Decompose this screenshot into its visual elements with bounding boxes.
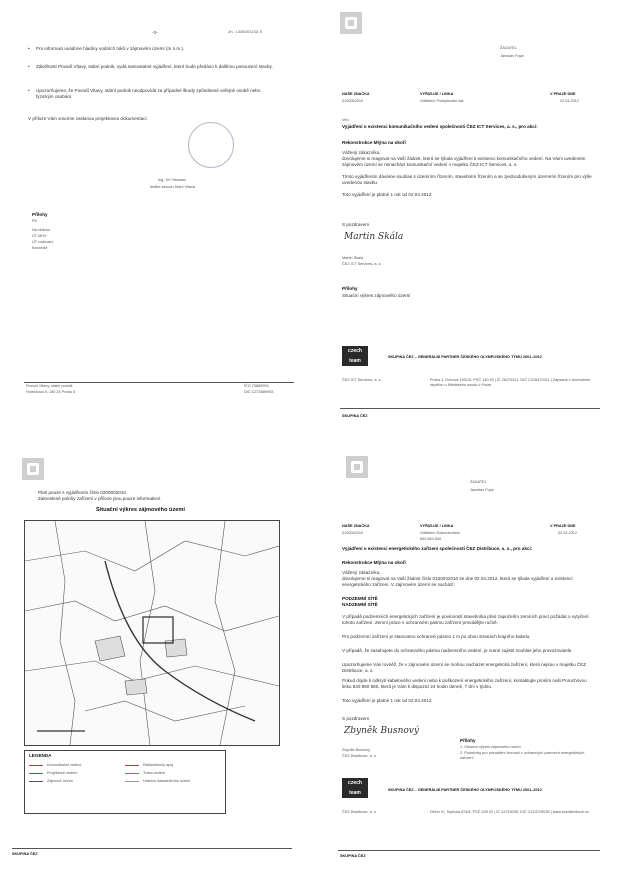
greeting: Vážený zákazníku, xyxy=(342,570,381,575)
brand-footer: SKUPINA ČEZ xyxy=(12,852,38,856)
page-bottom-left xyxy=(0,438,310,876)
header-handler-value: Oddělení Poskytování dat xyxy=(420,99,464,103)
olympic-team-logo: czech team xyxy=(342,346,368,366)
brand-footer: SKUPINA ČEZ xyxy=(342,414,368,418)
footer-dic: DIČ CZ70889953 xyxy=(244,390,274,394)
intro-line-2: Zakreslené polohy zařízení v příloze jsou pouze informativní. xyxy=(38,496,162,501)
header-ref-label: NAŠE ZNAČKA xyxy=(342,92,370,96)
footer-organization: Povodí Vltavy, státní podnik xyxy=(26,384,73,388)
attachment-note: V příloze Vám vracíme zaslanou projektovou dokumentaci. xyxy=(28,116,148,121)
subject-label: Věc: xyxy=(342,118,350,122)
legend-item-4: Radioreléový spoj xyxy=(143,763,174,767)
project-name: Rekonstrukce Mlýna na okoři xyxy=(342,560,406,565)
bullet-text-2: Záležitosti Povodí Vltavy, státní podnik, vydá samostatné vyjádření, které bude předáno k dalšímu posouzení stavby. xyxy=(36,64,273,69)
attachment-item-5: Kancelář xyxy=(32,246,47,250)
body-paragraph-3: Toto vyjádření je platné 1 rok od 02.04.2012. xyxy=(342,192,433,197)
attachment-item-2: 2. Podmínky pro provádění činností v ochranných pásmech energetických zařízení xyxy=(460,751,585,760)
body-paragraph-2: Tímto vyjádřením dáváme souhlas s územním řízením, stavebním řízením a se zjednodušeným územním řízením pro výše uvedenou stavbu. xyxy=(342,174,592,185)
signer-organization: ČEZ ICT Services, a. s. xyxy=(342,262,382,266)
footer-ico: IČO 70889953 xyxy=(244,384,269,388)
attachments-heading: Přílohy xyxy=(460,738,476,743)
page-bottom-right xyxy=(310,438,620,876)
signer-organization: ČEZ Distribuce, a. s. xyxy=(342,754,377,758)
legend-item-1: Komunikační vedení xyxy=(47,763,82,767)
cez-logo-icon xyxy=(340,12,362,34)
map-drawing xyxy=(25,521,279,745)
recipient-name: Jaroslav Fojar xyxy=(500,54,524,58)
recipient-label: ŽADATEL xyxy=(500,46,517,50)
footer-detail: Děčín IV, Teplická 874/8, PSČ 405 02 | IČ 24729035, DIČ CZ24729035 | www.cezdistribuce.cz xyxy=(430,810,589,814)
partner-line: SKUPINA ČEZ – GENERÁLNÍ PARTNER ČESKÉHO OLYMPIJSKÉHO TÝMU 2001–2012 xyxy=(388,788,542,792)
footer-organization: ČEZ Distribuce, a. s. xyxy=(342,810,377,814)
footer-organization: ČEZ ICT Services, a. s. xyxy=(342,378,382,382)
reference-number: Zn.: 1345/2012/ÚI-S xyxy=(228,30,263,34)
attachment-item: Situační výkres zájmového území xyxy=(342,293,411,298)
page-top-left: -3- Zn.: 1345/2012/ÚI-S • Pro informaci uvádíme hladiny vodních toků v zájmovém území (m n.m.). • Záležitosti Povodí Vltavy, státní podnik, vydá samostatné vyjádření, které bude předáno k dalšímu posouzení stavby. • Upozorňujeme, že Povodí Vltavy, státní podnik neodpovídá za případné škody způsobené veřejné osobě nebo fyzickým osobám. V příloze Vám vracíme zaslanou projektovou dokumentaci. Ing. Jiří Vrkoslav ředitel závodu Dolní Vltava Přílohy PD Na vědomí ÚT MHV ÚT vodování Kancelář Povodí Vltavy, státní podnik Holečkova 8, 150 24 Praha 5 IČO 70889953 DIČ CZ70889953 xyxy=(0,0,310,438)
recipient-name: Jaroslav Fojar xyxy=(470,488,494,492)
body-paragraph-1: dovolujeme si reagovat na Vaší žádost, která se týkala vyjádření k existenci komunikačního vedení. Na Vámi uvedeném zájmovém území se nenachází komunikační vedení v majetku ČEZ ICT Services, a. s. xyxy=(342,156,586,167)
legend-title: LEGENDA xyxy=(29,753,52,758)
bullet-text-1: Pro informaci uvádíme hladiny vodních toků v zájmovém území (m n.m.). xyxy=(36,46,185,51)
brand-footer: SKUPINA ČEZ xyxy=(340,854,366,858)
cez-logo-icon xyxy=(346,456,368,478)
attachments-heading: Přílohy xyxy=(32,212,48,217)
body-paragraph-6: Pokud dojde k odkrytí kabelového vedení nebo k poškození energetického zařízení, kontaktujte prosím naši Poruchovou linku 840 850 860, která je Vám k dispozici 24 hodin denně, 7 dní v týdnu. xyxy=(342,678,587,689)
body-paragraph-7: Toto vyjádření je platné 1 rok od 02.04.2012. xyxy=(342,698,433,703)
page-number: -3- xyxy=(152,30,158,35)
header-ref-value: 0100002010 xyxy=(342,99,364,103)
map-legend xyxy=(24,750,226,814)
subject-line: Vyjádření o existenci energetického zařízení společnosti ČEZ Distribuce, a. s., pro akci: xyxy=(342,546,533,551)
footer-address: Holečkova 8, 150 24 Praha 5 xyxy=(26,390,75,394)
header-ref-label: NAŠE ZNAČKA xyxy=(342,524,370,528)
partner-line: SKUPINA ČEZ – GENERÁLNÍ PARTNER ČESKÉHO OLYMPIJSKÉHO TÝMU 2001–2012 xyxy=(388,355,542,359)
closing: S pozdravem xyxy=(342,716,370,721)
header-ref-value: 0100042010 xyxy=(342,531,364,535)
header-date-label: V PRAZE DNE xyxy=(550,524,576,528)
attachments-heading: Přílohy xyxy=(342,286,358,291)
office-stamp xyxy=(188,122,234,168)
map-title: Situační výkres zájmového území xyxy=(96,507,185,513)
header-date-value: 02.04.2012 xyxy=(558,531,578,535)
greeting: Vážený zákazníku, xyxy=(342,150,381,155)
closing: S pozdravem xyxy=(342,222,370,227)
subject-line: Vyjádření o existenci komunikačního vedení společnosti ČEZ ICT Services, a. s., pro akci: xyxy=(342,124,538,129)
network-heading: PODZEMNÍ SÍTĚ NADZEMNÍ SÍTĚ xyxy=(342,596,378,607)
recipient-label: ŽADATEL xyxy=(470,480,487,484)
header-date-label: V PRAZE DNE xyxy=(550,92,576,96)
attachment-item-1: 1. Situační výkres zájmového území xyxy=(460,745,521,749)
signer-name: Ing. Jiří Vrkoslav xyxy=(158,178,186,182)
olympic-team-logo: czech team xyxy=(342,778,368,798)
project-name: Rekonstrukce Mlýna na okoři xyxy=(342,140,406,145)
attachment-item-2: Na vědomí xyxy=(32,228,51,232)
site-map xyxy=(24,520,280,746)
body-paragraph-1: dovolujeme si reagovat na Vaší žádost číslo 0100042010 ze dne 02.04.2012, která se týkala vyjádření o existenci energetického zařízení. V zájmovém území se nachází: xyxy=(342,576,573,587)
legend-item-6: Hranice katastrálního území xyxy=(143,779,191,783)
attachment-item-1: PD xyxy=(32,219,38,223)
body-paragraph-4: V případě, že zasahujete do ochranného pásma nadzemního vedení, je nutné zajistit souhlas jeho provozovatele. xyxy=(342,648,573,653)
body-paragraph-5: Upozorňujeme Vás rovněž, že v zájmovém území se mohou nacházet energetická zařízení, která nejsou v majetku ČEZ Distribuce, a. s. xyxy=(342,662,587,673)
legend-item-2: Projektové vedení xyxy=(47,771,78,775)
page-top-right xyxy=(310,0,620,438)
header-handler-phone: 840 840 840 xyxy=(420,537,442,541)
footer-detail: Praha 4, Duhová 1531/3, PSČ 140 53 | IČ 26470411, DIČ CZ26470411 | Zapsaná v obchodním rejstříku u Městského soudu v Praze xyxy=(430,378,591,387)
legend-item-5: Trasa vedení xyxy=(143,771,166,775)
legend-item-3: Zájmové území xyxy=(47,779,73,783)
body-paragraph-2: V případě podzemních energetických zařízení je povinností stavebníka před započetím zemních prací požádat o vytyčení tohoto zařízení. Zemní práce v ochranném pásmu zařízení provádějte ručně. xyxy=(342,614,589,625)
intro-line-1: Platí pouze s vyjádřením číslo 0200002010. xyxy=(38,490,128,495)
bullet-text-3: Upozorňujeme, že Povodí Vltavy, státní podnik neodpovídá za případné škody způsobené veřejné osobě nebo fyzickým osobám. xyxy=(36,88,261,99)
signer-name: Zbyněk Busnový xyxy=(342,748,371,752)
header-handler-label: VYŘIZUJE / LINKA xyxy=(420,524,454,528)
handwritten-signature: Martin Skála xyxy=(344,232,404,242)
signer-title: ředitel závodu Dolní Vltava xyxy=(150,185,196,189)
header-handler-label: VYŘIZUJE / LINKA xyxy=(420,92,454,96)
cez-logo-icon xyxy=(22,458,44,480)
handwritten-signature: Zbyněk Busnový xyxy=(344,726,419,736)
attachment-item-3: ÚT MHV xyxy=(32,234,47,238)
signer-name: Martin Skála xyxy=(342,256,364,260)
header-date-value: 02.04.2012 xyxy=(560,99,580,103)
attachment-item-4: ÚT vodování xyxy=(32,240,54,244)
body-paragraph-3: Pro podzemní zařízení je stanoveno ochranné pásmo 1 m po obou stranách krajního kabelu. xyxy=(342,634,531,639)
header-handler-value: Oddělení Dokumentace xyxy=(420,531,460,535)
